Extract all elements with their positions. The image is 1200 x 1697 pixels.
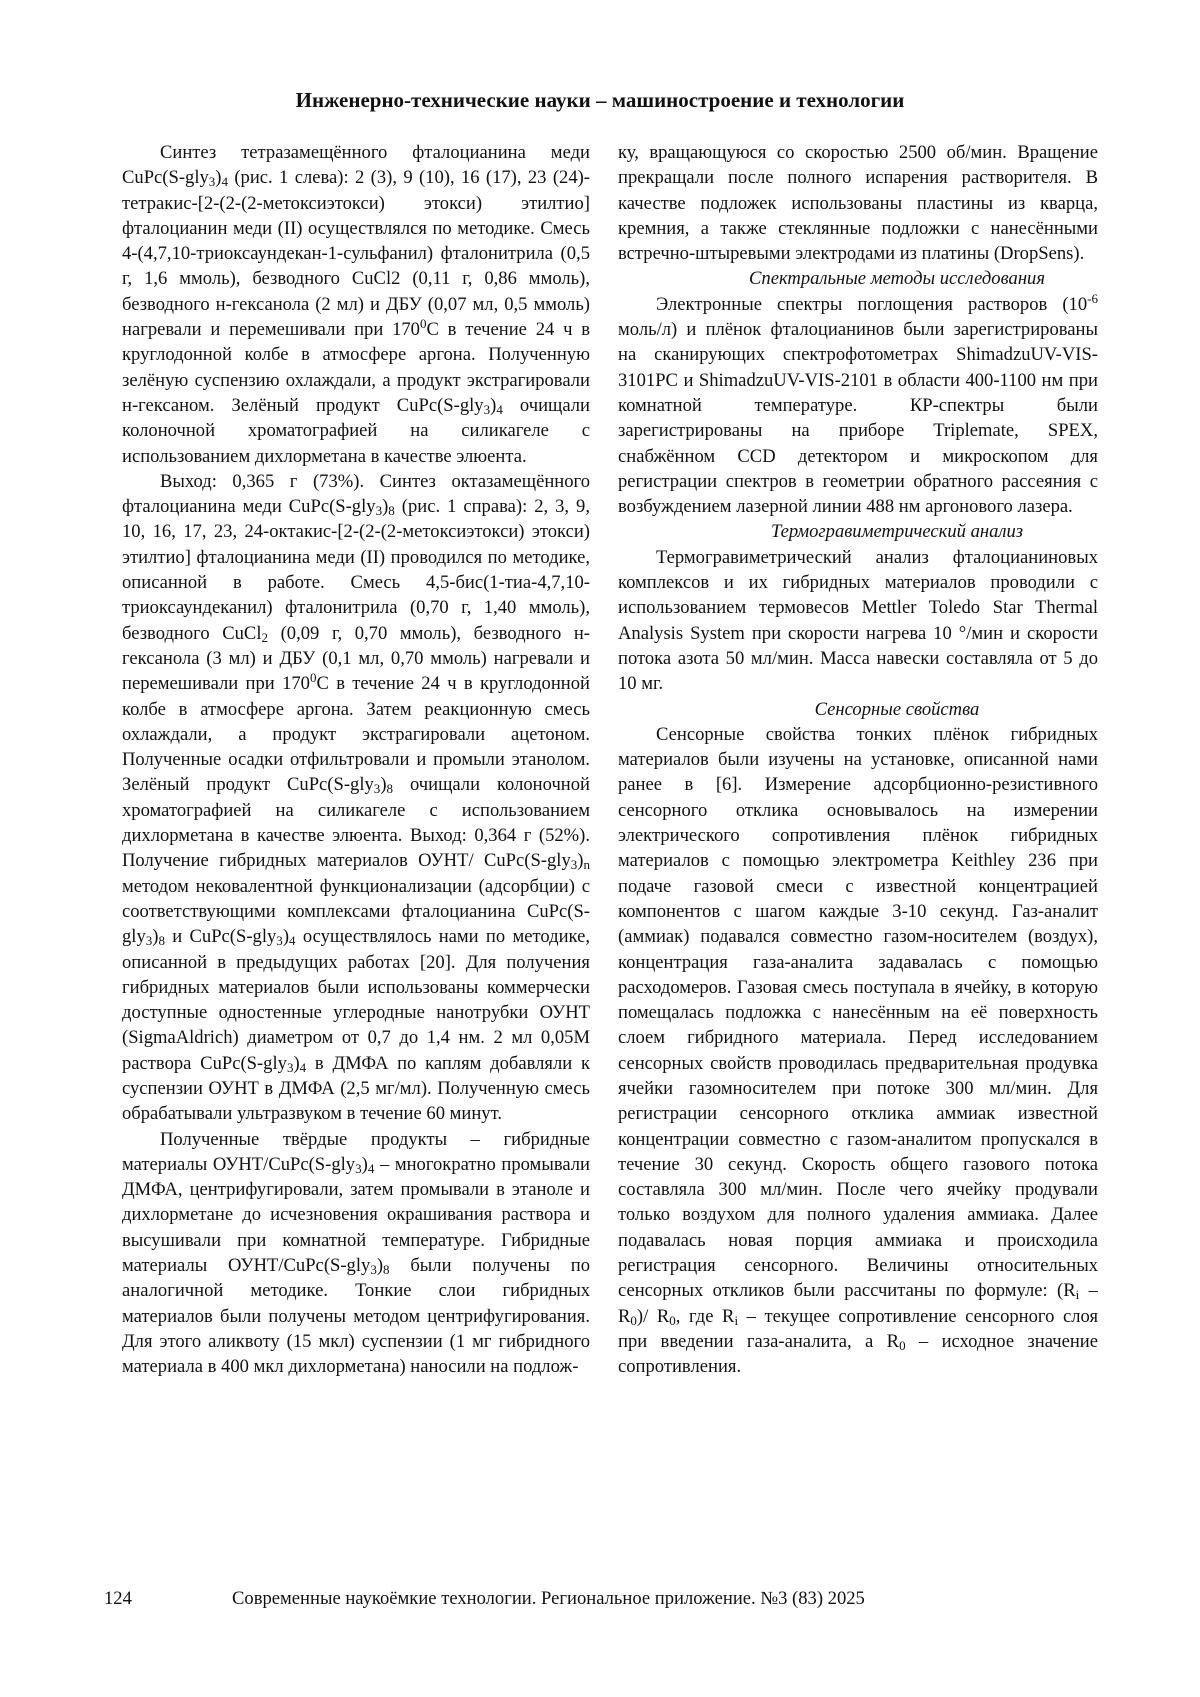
paragraph-thermogravimetric: Термогравиметрический анализ фталоцианиновых комплексов и их гибридных материалов проводили с использованием термовесов Mettler Toledo Star Thermal Analysis System при скорости нагрева 10 °/мин и скорости потока азота 50 мл/мин. Масса навески составляла от 5 до 10 мг.: [618, 546, 1098, 695]
journal-title: Современные наукоёмкие технологии. Региональное приложение. №3 (83) 2025: [232, 1588, 865, 1609]
page-number: 124: [104, 1588, 132, 1609]
paragraph-hybrid-products: Полученные твёрдые продукты – гибридные материалы ОУНТ/$CuPc(S-gly_3)_4$ – многократно промывали ДМФА, центрифугировали, затем промывали в этаноле и дихлорметане до исчезновения окрашивания раствора и высушивали при комнатной температуре. Гибридные материалы ОУНТ/$CuPc(S-gly_3)_8$ были получены по аналогичной методике. Тонкие слои гибридных материалов были получены методом центрифугирования. Для этого аликвоту (15 мкл) суспензии (1 мг гибридного материала в 400 мкл дихлорметана) наносили на подлож-: [122, 1128, 590, 1378]
section-heading-sensor: Сенсорные свойства: [814, 698, 980, 720]
paragraph-spectral: Электронные спектры поглощения растворов ($10^{-6}$ моль/л) и плёнок фталоцианинов были зарегистрированы на сканирующих спектрофотометрах ShimadzuUV-VIS-3101PC и ShimadzuUV-VIS-2101 в области 400-1100 нм при комнатной температуре. КР-спектры были зарегистрированы на приборе Triplemate, SPEX, снабжённом CCD детектором и микроскопом для регистрации спектров в геометрии обратного рассеяния с возбуждением лазерной линии 488 нм аргонового лазера.: [618, 290, 1098, 518]
paragraph-substrate: ку, вращающуюся со скоростью 2500 об/мин. Вращение прекращали после полного испарения растворителя. В качестве подложек использованы пластины из кварца, кремния, а также стеклянные подложки с нанесёнными встречно-штыревыми электродами из платины (DropSens).: [618, 142, 1098, 265]
section-heading-spectral: Спектральные методы исследования: [749, 268, 1045, 290]
section-heading-thermogravimetric: Термогравиметрический анализ: [770, 521, 1024, 543]
right-column: [618, 140, 1098, 1380]
paragraph-synthesis-octa: Выход: 0,365 г (73%). Синтез октазамещённого фталоцианина меди $CuPc(S-gly_3)_8$ (рис. 1 справа): 2, 3, 9, 10, 16, 17, 23, 24-октакис-[2-(2-(2-метоксиэтокси) этокси) этилтио] фталоцианина меди (II) проводился по методике, описанной в работе. Смесь 4,5-бис(1-тиа-4,7,10-триоксаундеканил) фталонитрила (0,70 г, 1,40 ммоль), безводного CuCl$_2$ (0,09 г, 0,70 ммоль), безводного н-гексанола (3 мл) и ДБУ (0,1 мл, 0,70 ммоль) нагревали и перемешивали при $170^0С$ в течение 24 ч в круглодонной колбе в атмосфере аргона. Затем реакционную смесь охлаждали, а продукт экстрагировали ацетоном. Полученные осадки отфильтровали и промыли этанолом. Зелёный продукт $CuPc(S-gly_3)_8$ очищали колоночной хроматографией на силикагеле с использованием дихлорметана в качестве элюента. Выход: 0,364 г (52%). Получение гибридных материалов ОУНТ/ $CuPc(S-gly_3)_n$ методом нековалентной функционализации (адсорбции) с соответствующими комплексами фталоцианина $CuPc(S-gly_3)_8$ и $CuPc(S-gly_3)_4$ осуществлялось нами по методике, описанной в предыдущих работах [20]. Для получения гибридных материалов были использованы коммерчески доступные одностенные углеродные нанотрубки ОУНТ (SigmaAldrich) диаметром от 0,7 до 1,4 нм. 2 мл 0,05М раствора $CuPc(S-gly_3)_4$ в ДМФА по каплям добавляли к суспензии ОУНТ в ДМФА (2,5 мг/мл). Полученную смесь обрабатывали ультразвуком в течение 60 минут.: [122, 470, 591, 1125]
running-header: Инженерно-технические науки – машиностроение и технологии: [295, 88, 905, 112]
paragraph-synthesis-tetra: Синтез тетразамещённого фталоцианина меди $CuPc(S-gly_3)_4$ (рис. 1 слева): 2 (3), 9 (10), 16 (17), 23 (24)-тетракис-[2-(2-(2-метоксиэтокси) этокси) этилтио] фталоцианин меди (II) осуществлялся по методике. Смесь 4-(4,7,10-триоксаундекан-1-сульфанил) фталонитрила (0,5 г, 1,6 ммоль), безводного CuCl2 (0,11 г, 0,86 ммоль), безводного н-гексанола (2 мл) и ДБУ (0,07 мл, 0,5 ммоль) нагревали и перемешивали при $170^0С$ в течение 24 ч в круглодонной колбе в атмосфере аргона. Полученную зелёную суспензию охлаждали, а продукт экстрагировали н-гексаном. Зелёный продукт $CuPc(S-gly_3)_4$ очищали колоночной хроматографией на силикагеле с использованием дихлорметана в качестве элюента.: [122, 142, 590, 467]
paragraph-sensor: Сенсорные свойства тонких плёнок гибридных материалов были изучены на установке, описанной нами ранее в [6]. Измерение адсорбционно-резистивного сенсорного отклика основывалось на измерении электрического сопротивления плёнок гибридных материалов с помощью электрометра Keithley 236 при подаче газовой смеси с известной концентрацией компонентов с шагом каждые 3-10 секунд. Газ-аналит (аммиак) подавался совместно газом-носителем (воздух), концентрация газа-аналита задавалась с помощью расходомеров. Газовая смесь поступала в ячейку, в которую помещалась подложка с нанесённым на её поверхность слоем гибридного материала. Перед исследованием сенсорных свойств проводилась предварительная продувка ячейки газомносителем при потоке 300 мл/мин. Для регистрации сенсорного отклика аммиак известной концентрации совместно с газом-аналитом пропускался в течение 30 секунд. Скорость общего газового потока составляла 300 мл/мин. После чего ячейку продували только воздухом для полного удаления аммиака. Далее подавалась новая порция аммиака и происходила регистрация сенсорного. Величины относительных сенсорных откликов были рассчитаны по формуле: $(R_i - R_0)/$ $R_0$, где $R_i$ – текущее сопротивление сенсорного слоя при введении газа-аналита, а $R_0$ – исходное значение сопротивления.: [618, 723, 1099, 1378]
left-column: [122, 140, 590, 1380]
